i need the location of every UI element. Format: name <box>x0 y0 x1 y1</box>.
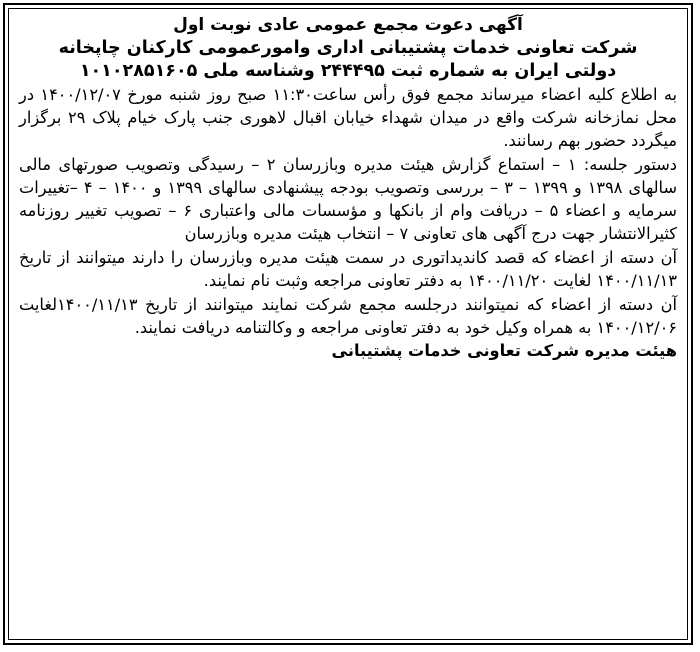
signature: هیئت مدیره شرکت تعاونی خدمات پشتیبانی <box>331 341 677 360</box>
agenda-paragraph: دستور جلسه: ۱ – استماع گزارش هیئت مدیره وبازرسان ۲ – رسیدگی وتصویب صورتهای مالی سالهای ۱۳۹۸ و ۱۳۹۹ – ۳ – بررسی وتصویب بودجه پیشنهادی سالهای ۱۳۹۹ و ۱۴۰۰ – ۴ –تغییرات سرمایه و اعضاء ۵ – دریافت وام از بانکها و مؤسسات مالی واعتباری ۶ – تصویب تغییر روزنامه کثیرالانتشار جهت درج آگهی های تعاونی ۷ – انتخاب هیئت مدیره وبازرسان <box>19 155 678 243</box>
notice-title: آگهی دعوت مجمع عمومی عادی نوبت اول <box>173 15 523 35</box>
registration-line <box>19 60 677 83</box>
advertisement-content <box>8 8 688 640</box>
registration-number: ۲۴۴۴۹۵ <box>320 61 385 81</box>
intro-paragraph: به اطلاع کلیه اعضاء میرساند مجمع فوق رأس ساعت۱۱:۳۰ صبح روز شنبه مورخ ۱۴۰۰/۱۲/۰۷ در محل نمازخانه شرکت واقع در میدان شهداء خیابان اقبال لاهوری جنب پارک خیام پلاک ۲۹ برگزار میگردد حضور بهم رسانند. <box>19 85 678 150</box>
registration-prefix: دولتی ایران به شماره ثبت <box>390 61 617 81</box>
proxy-paragraph: آن دسته از اعضاء که نمیتوانند درجلسه مجمع شرکت نمایند میتوانند از تاریخ ۱۴۰۰/۱۱/۱۳لغایت ۱۴۰۰/۱۲/۰۶ به همراه وکیل خود به دفتر تعاونی مراجعه و وکالتنامه دریافت نمایند. <box>19 295 677 337</box>
company-name-line: شرکت تعاونی خدمات پشتیبانی اداری وامورعمومی کارکنان چاپخانه <box>58 38 638 58</box>
advertisement-frame <box>3 3 693 645</box>
national-id-label: وشناسه ملی <box>203 61 315 81</box>
candidates-paragraph: آن دسته از اعضاء که قصد کاندیداتوری در سمت هیئت مدیره وبازرسان را دارند میتوانند از تاریخ ۱۴۰۰/۱۱/۱۳ لغایت ۱۴۰۰/۱۱/۲۰ به دفتر تعاونی مراجعه وثبت نام نمایند. <box>19 248 677 290</box>
national-id: ۱۰۱۰۲۸۵۱۶۰۵ <box>79 61 198 81</box>
